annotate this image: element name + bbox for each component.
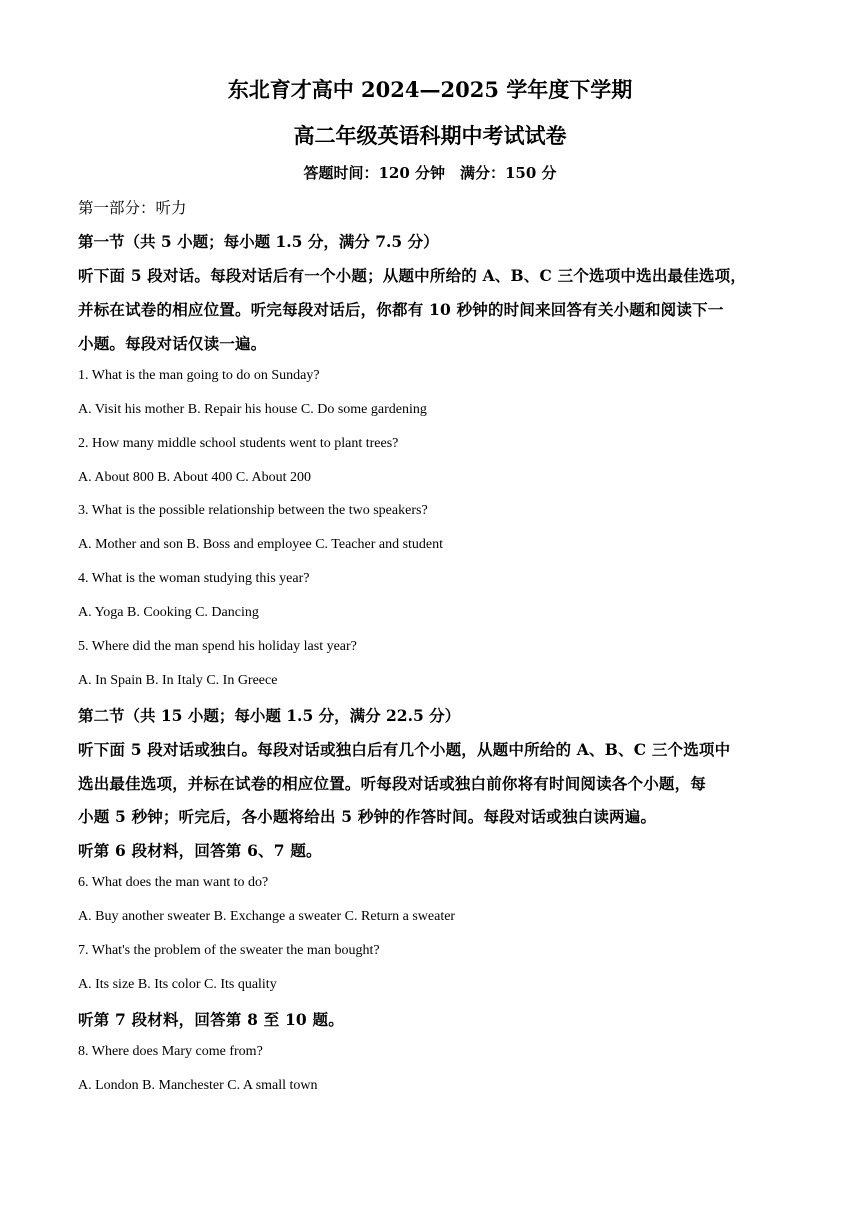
section2-instruction-line: 听下面 5 段对话或独白。每段对话或独白后有几个小题，从题中所给的 A、B、C 三个选项中 (78, 740, 731, 759)
question-8: 8. Where does Mary come from? (78, 1044, 263, 1059)
question-4-options: A. Yoga B. Cooking C. Dancing (78, 605, 259, 620)
section1-instruction-line: 听下面 5 段对话。每段对话后有一个小题；从题中所给的 A、B、C 三个选项中选出最佳选项， (78, 266, 747, 285)
question-3-options: A. Mother and son B. Boss and employee C. Teacher and student (78, 537, 444, 552)
question-6: 6. What does the man want to do? (78, 875, 269, 890)
question-6-options: A. Buy another sweater B. Exchange a sweater C. Return a sweater (78, 909, 456, 924)
section1-instruction-line: 小题。每段对话仅读一遍。 (78, 334, 267, 353)
question-1: 1. What is the man going to do on Sunday? (78, 368, 320, 383)
question-1-options: A. Visit his mother B. Repair his house C. Do some gardening (78, 402, 427, 417)
section2-heading: 第二节（共 15 小题；每小题 1.5 分，满分 22.5 分） (78, 706, 461, 725)
section2-instruction-line: 小题 5 秒钟；听完后，各小题将给出 5 秒钟的作答时间。每段对话或独白读两遍。 (78, 807, 657, 826)
question-4: 4. What is the woman studying this year? (78, 571, 310, 586)
section1-heading: 第一节（共 5 小题；每小题 1.5 分，满分 7.5 分） (78, 232, 439, 251)
section2-instruction-line: 选出最佳选项，并标在试卷的相应位置。听每段对话或独白前你将有时间阅读各个小题，每 (78, 774, 707, 793)
question-7-options: A. Its size B. Its color C. Its quality (78, 977, 277, 992)
material-7-heading: 听第 7 段材料，回答第 8 至 10 题。 (78, 1010, 344, 1029)
question-2: 2. How many middle school students went to plant trees? (78, 436, 399, 451)
part1-heading: 第一部分：听力 (78, 199, 187, 217)
question-2-options: A. About 800 B. About 400 C. About 200 (78, 470, 311, 485)
exam-title-line1: 东北育才高中 2024—2025 学年度下学期 (227, 77, 633, 102)
section1-instruction-line: 并标在试卷的相应位置。听完每段对话后，你都有 10 秒钟的时间来回答有关小题和阅读下一 (78, 300, 724, 319)
question-7: 7. What's the problem of the sweater the man bought? (78, 943, 380, 958)
question-5-options: A. In Spain B. In Italy C. In Greece (78, 673, 278, 688)
question-8-options: A. London B. Manchester C. A small town (78, 1078, 318, 1093)
exam-title-line2: 高二年级英语科期中考试试卷 (293, 123, 567, 148)
exam-time-info: 答题时间：120 分钟 满分：150 分 (303, 164, 557, 182)
material-6-heading: 听第 6 段材料，回答第 6、7 题。 (78, 841, 322, 860)
question-5: 5. Where did the man spend his holiday last year? (78, 639, 357, 654)
question-3: 3. What is the possible relationship between the two speakers? (78, 503, 428, 518)
